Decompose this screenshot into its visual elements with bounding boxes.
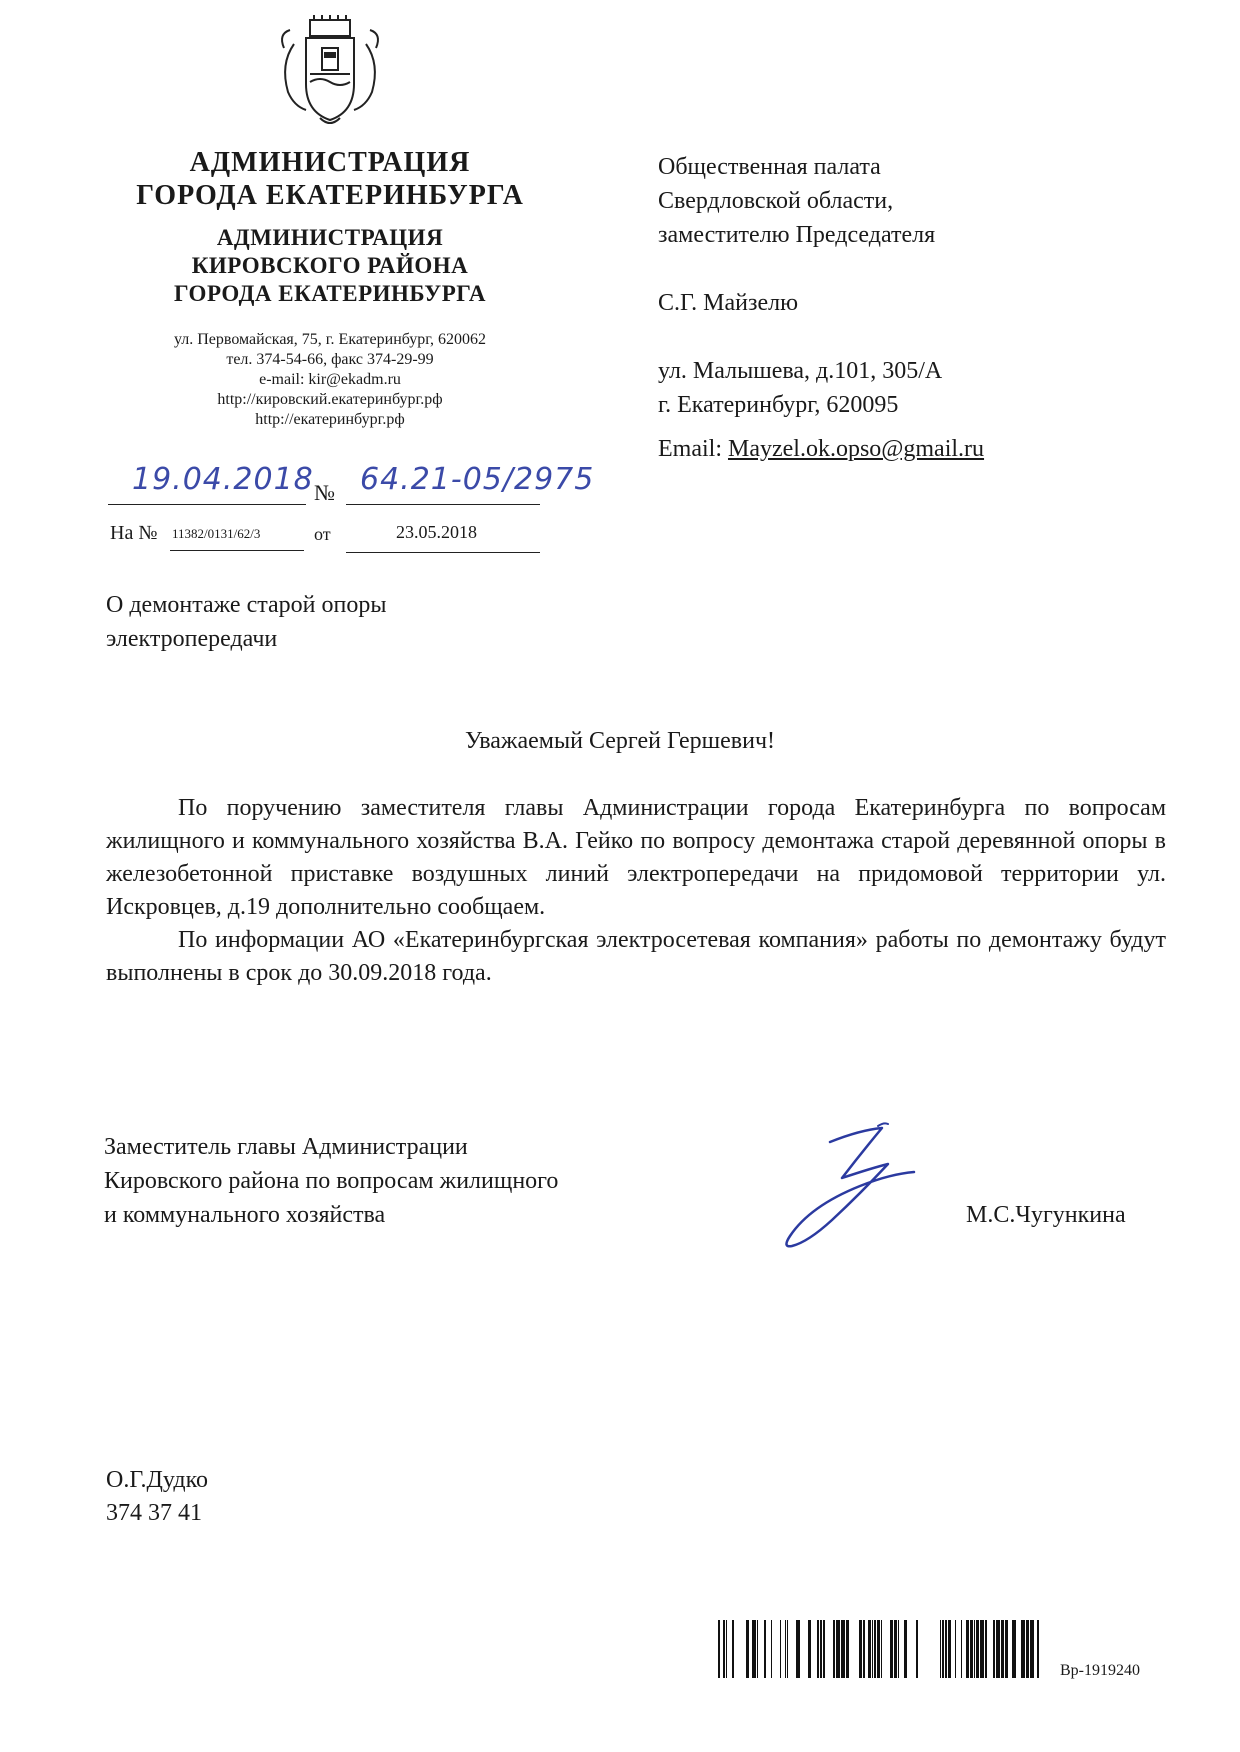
body-paragraph-2: По информации АО «Екатеринбургская электросетевая компания» работы по демонтажу будут выполнены в срок до 30.09.2018 года. [106, 927, 1166, 986]
dept-line-2: КИРОВСКОГО РАЙОНА [191, 253, 469, 278]
executor-block [106, 1464, 208, 1530]
signer-position-line-1: Заместитель главы Администрации [104, 1134, 468, 1160]
handwritten-signature [760, 1120, 950, 1260]
recipient-line-3: заместителю Председателя [658, 222, 936, 248]
reply-number: 11382/0131/62/3 [172, 526, 261, 541]
org-line-1: АДМИНИСТРАЦИЯ [189, 147, 471, 178]
email-label: Email: [658, 436, 722, 462]
dept-line-1: АДМИНИСТРАЦИЯ [216, 225, 444, 250]
signer-name: М.С.Чугункина [966, 1202, 1126, 1228]
signer-position-line-2: Кировского района по вопросам жилищного [104, 1168, 559, 1194]
contacts-block [100, 330, 560, 430]
number-label: № [314, 480, 335, 505]
executor-name: О.Г.Дудко [106, 1467, 209, 1493]
letter-subject [106, 588, 586, 656]
date-underline [108, 504, 306, 505]
recipient-name: С.Г. Майзелю [658, 290, 799, 316]
reply-label: На № [110, 522, 158, 544]
recipient-address-1: ул. Малышева, д.101, 305/А [658, 358, 943, 384]
subject-line-1: О демонтаже старой опоры [106, 592, 387, 618]
reply-date-underline [346, 552, 540, 553]
org-email: e-mail: kir@ekadm.ru [259, 371, 401, 388]
executor-phone: 374 37 41 [106, 1500, 202, 1526]
reply-number-underline [170, 550, 304, 551]
org-site-1: http://кировский.екатеринбург.рф [217, 391, 443, 408]
recipient-email-row [658, 432, 1218, 466]
body-paragraph-1: По поручению заместителя главы Администрации города Екатеринбурга по вопросам жилищного и коммунального хозяйства В.А. Гейко по вопросу демонтажа старой деревянной опоры в железобетонной приставке воздушных линий электропередачи на придомовой территории ул. Искровцев, д.19 дополнительно сообщаем. [106, 795, 1166, 920]
reply-date: 23.05.2018 [396, 522, 477, 542]
signer-position-line-3: и коммунального хозяйства [104, 1202, 386, 1228]
dept-line-3: ГОРОДА ЕКАТЕРИНБУРГА [174, 281, 486, 306]
signer-position [104, 1130, 704, 1232]
recipient-line-2: Свердловской области, [658, 188, 894, 214]
number-underline [346, 504, 540, 505]
letter-body [106, 792, 1166, 990]
org-line-2: ГОРОДА ЕКАТЕРИНБУРГА [136, 180, 524, 211]
department-name [100, 224, 560, 308]
document-code: Вр-1919240 [1060, 1662, 1140, 1679]
recipient-block [658, 150, 1218, 466]
organization-name [100, 146, 560, 212]
from-label: от [314, 524, 331, 544]
coat-of-arms-emblem [270, 14, 390, 132]
subject-line-2: электропередачи [106, 626, 278, 652]
greeting: Уважаемый Сергей Гершевич! [464, 728, 776, 754]
recipient-email-link[interactable]: Mayzel.ok.opso@gmail.ru [727, 436, 985, 462]
registration-number: 64.21-05/2975 [360, 462, 595, 497]
recipient-address-2: г. Екатеринбург, 620095 [658, 392, 899, 418]
org-site-2: http://екатеринбург.рф [255, 411, 405, 428]
barcode-icon [718, 1620, 1040, 1678]
org-phone: тел. 374-54-66, факс 374-29-99 [226, 351, 434, 368]
recipient-line-1: Общественная палата [658, 154, 881, 180]
org-address: ул. Первомайская, 75, г. Екатеринбург, 620062 [173, 331, 487, 348]
registration-date: 19.04.2018 [132, 462, 314, 497]
